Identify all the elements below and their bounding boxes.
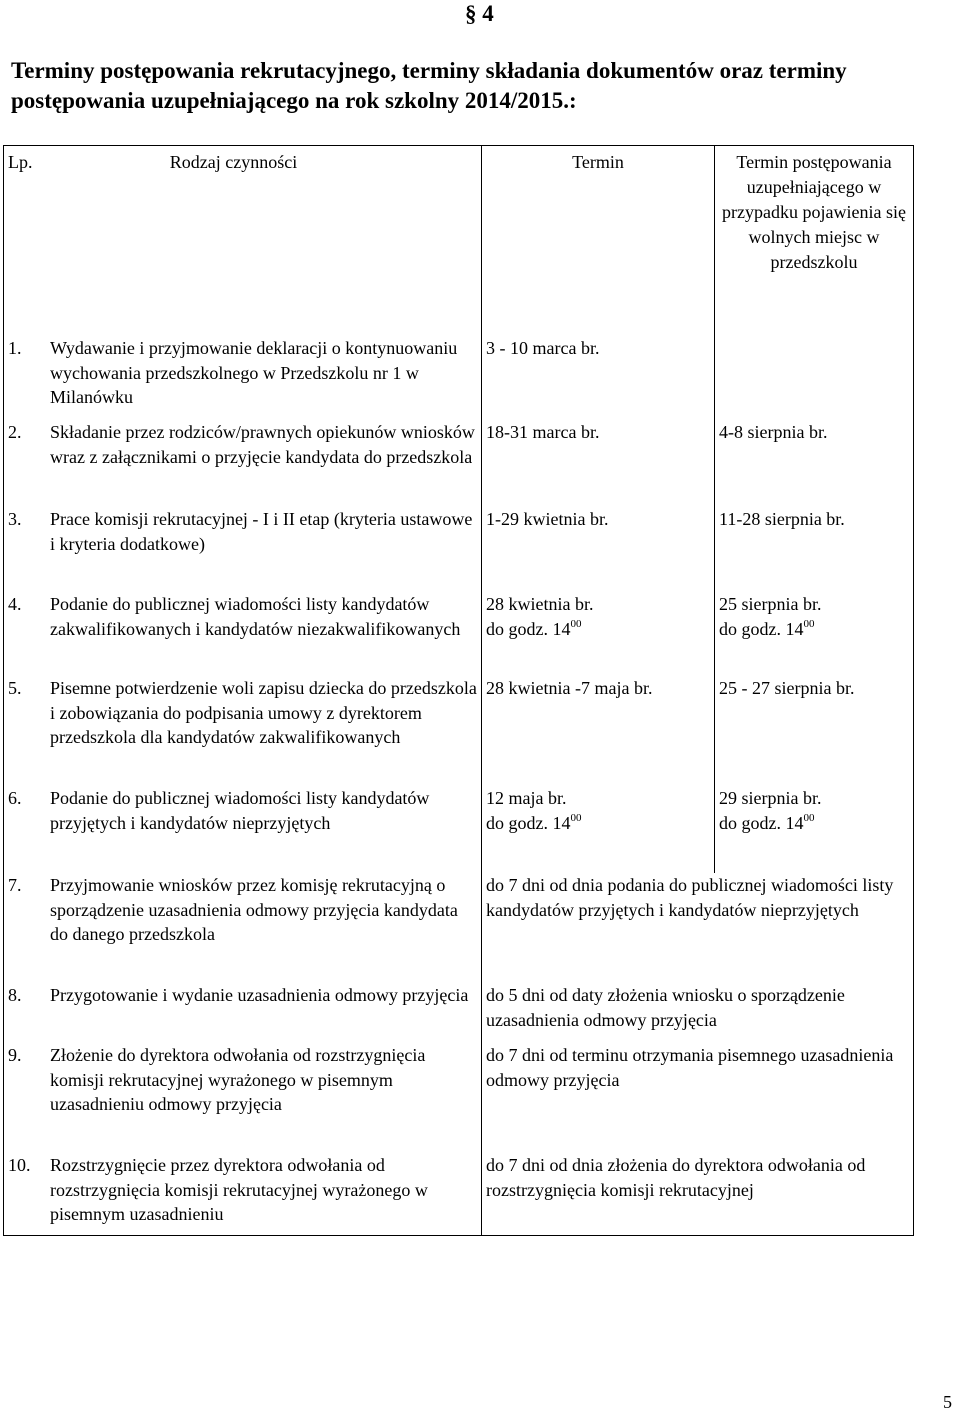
activity-text: Podanie do publicznej wiadomości listy kandydatów przyjętych i kandydatów nieprzyjętych	[50, 788, 430, 833]
table-row	[4, 1043, 914, 1153]
header-lp: Lp.	[8, 152, 33, 172]
table-row	[4, 983, 914, 1043]
row-number: 2.	[8, 422, 22, 442]
schedule-table	[3, 145, 914, 1236]
row-number: 3.	[8, 509, 22, 529]
activity-cell	[4, 873, 482, 983]
activity-cell	[4, 592, 482, 676]
header-term: Termin	[482, 146, 715, 337]
supplementary-time: do godz. $14^{00}$	[719, 617, 815, 639]
term-cell	[482, 786, 715, 873]
activity-cell	[4, 983, 482, 1043]
term-date: 12 maja br.	[486, 788, 567, 808]
supplementary-term-cell: 25 - 27 sierpnia br.	[715, 676, 914, 786]
term-cell: 1-29 kwietnia br.	[482, 507, 715, 592]
row-number: 7.	[8, 875, 22, 895]
supplementary-date: 25 sierpnia br.	[719, 594, 822, 614]
supplementary-date: 29 sierpnia br.	[719, 788, 822, 808]
term-date: 28 kwietnia br.	[486, 594, 594, 614]
activity-text: Wydawanie i przyjmowanie deklaracji o kontynuowaniu wychowania przedszkolnego w Przedszkolu nr 1 w Milanówku	[50, 338, 458, 407]
row-number: 6.	[8, 788, 22, 808]
activity-text: Rozstrzygnięcie przez dyrektora odwołania od rozstrzygnięcia komisji rekrutacyjnej wyrażonego w pisemnym uzasadnieniu	[50, 1155, 428, 1224]
page-number: 5	[943, 1392, 952, 1412]
term-time: do godz. $14^{00}$	[486, 811, 582, 833]
table-row	[4, 786, 914, 873]
table-row	[4, 592, 914, 676]
supplementary-time: do godz. $14^{00}$	[719, 811, 815, 833]
term-cell	[482, 592, 715, 676]
table-row	[4, 676, 914, 786]
activity-text: Przygotowanie i wydanie uzasadnienia odmowy przyjęcia	[50, 985, 469, 1005]
table-header-row	[4, 146, 914, 337]
activity-cell	[4, 1153, 482, 1236]
activity-text: Prace komisji rekrutacyjnej - I i II etap (kryteria ustawowe i kryteria dodatkowe)	[50, 509, 473, 554]
section-mark: § 4	[465, 1, 494, 26]
supplementary-term-cell	[715, 336, 914, 420]
table-row	[4, 873, 914, 983]
supplementary-term-cell: 11-28 sierpnia br.	[715, 507, 914, 592]
row-number: 10.	[8, 1155, 31, 1175]
row-number: 4.	[8, 594, 22, 614]
term-cell: 18-31 marca br.	[482, 420, 715, 507]
table-row	[4, 507, 914, 592]
row-number: 1.	[8, 338, 22, 358]
merged-term-cell: do 7 dni od dnia podania do publicznej wiadomości listy kandydatów przyjętych i kandydatów nieprzyjętych	[482, 873, 914, 983]
activity-text: Pisemne potwierdzenie woli zapisu dziecka do przedszkola i zobowiązania do podpisania umowy z dyrektorem przedszkola dla kandydatów zakwalifikowanych	[50, 678, 477, 747]
row-number: 9.	[8, 1045, 22, 1065]
activity-cell	[4, 786, 482, 873]
merged-term-cell: do 5 dni od daty złożenia wniosku o sporządzenie uzasadnienia odmowy przyjęcia	[482, 983, 914, 1043]
table-row	[4, 420, 914, 507]
activity-cell	[4, 1043, 482, 1153]
activity-text: Składanie przez rodziców/prawnych opiekunów wniosków wraz z załącznikami o przyjęcie kandydata do przedszkola	[50, 422, 475, 467]
activity-text: Podanie do publicznej wiadomości listy kandydatów zakwalifikowanych i kandydatów niezakwalifikowanych	[50, 594, 461, 639]
supplementary-term-cell: 4-8 sierpnia br.	[715, 420, 914, 507]
merged-term-cell: do 7 dni od terminu otrzymania pisemnego uzasadnienia odmowy przyjęcia	[482, 1043, 914, 1153]
supplementary-term-cell	[715, 786, 914, 873]
term-time: do godz. $14^{00}$	[486, 617, 582, 639]
activity-cell	[4, 420, 482, 507]
header-activity: Rodzaj czynności	[169, 152, 298, 172]
term-cell: 28 kwietnia -7 maja br.	[482, 676, 715, 786]
term-cell: 3 - 10 marca br.	[482, 336, 715, 420]
activity-text: Przyjmowanie wniosków przez komisję rekrutacyjną o sporządzenie uzasadnienia odmowy przyjęcia kandydata do danego przedszkola	[50, 875, 458, 944]
row-number: 8.	[8, 985, 22, 1005]
table-row	[4, 336, 914, 420]
header-supplementary-term: Termin postępowania uzupełniającego w przypadku pojawienia się wolnych miejsc w przedszkolu	[715, 146, 914, 337]
document-title: Terminy postępowania rekrutacyjnego, terminy składania dokumentów oraz terminy postępowania uzupełniającego na rok szkolny 2014/2015.:	[11, 58, 847, 113]
activity-cell	[4, 676, 482, 786]
activity-text: Złożenie do dyrektora odwołania od rozstrzygnięcia komisji rekrutacyjnej wyrażonego w pisemnym uzasadnieniu odmowy przyjęcia	[50, 1045, 426, 1114]
header-lp-activity-cell	[4, 146, 482, 337]
activity-cell	[4, 507, 482, 592]
supplementary-term-cell	[715, 592, 914, 676]
merged-term-cell: do 7 dni od dnia złożenia do dyrektora odwołania od rozstrzygnięcia komisji rekrutacyjnej	[482, 1153, 914, 1236]
table-row	[4, 1153, 914, 1236]
row-number: 5.	[8, 678, 22, 698]
activity-cell	[4, 336, 482, 420]
